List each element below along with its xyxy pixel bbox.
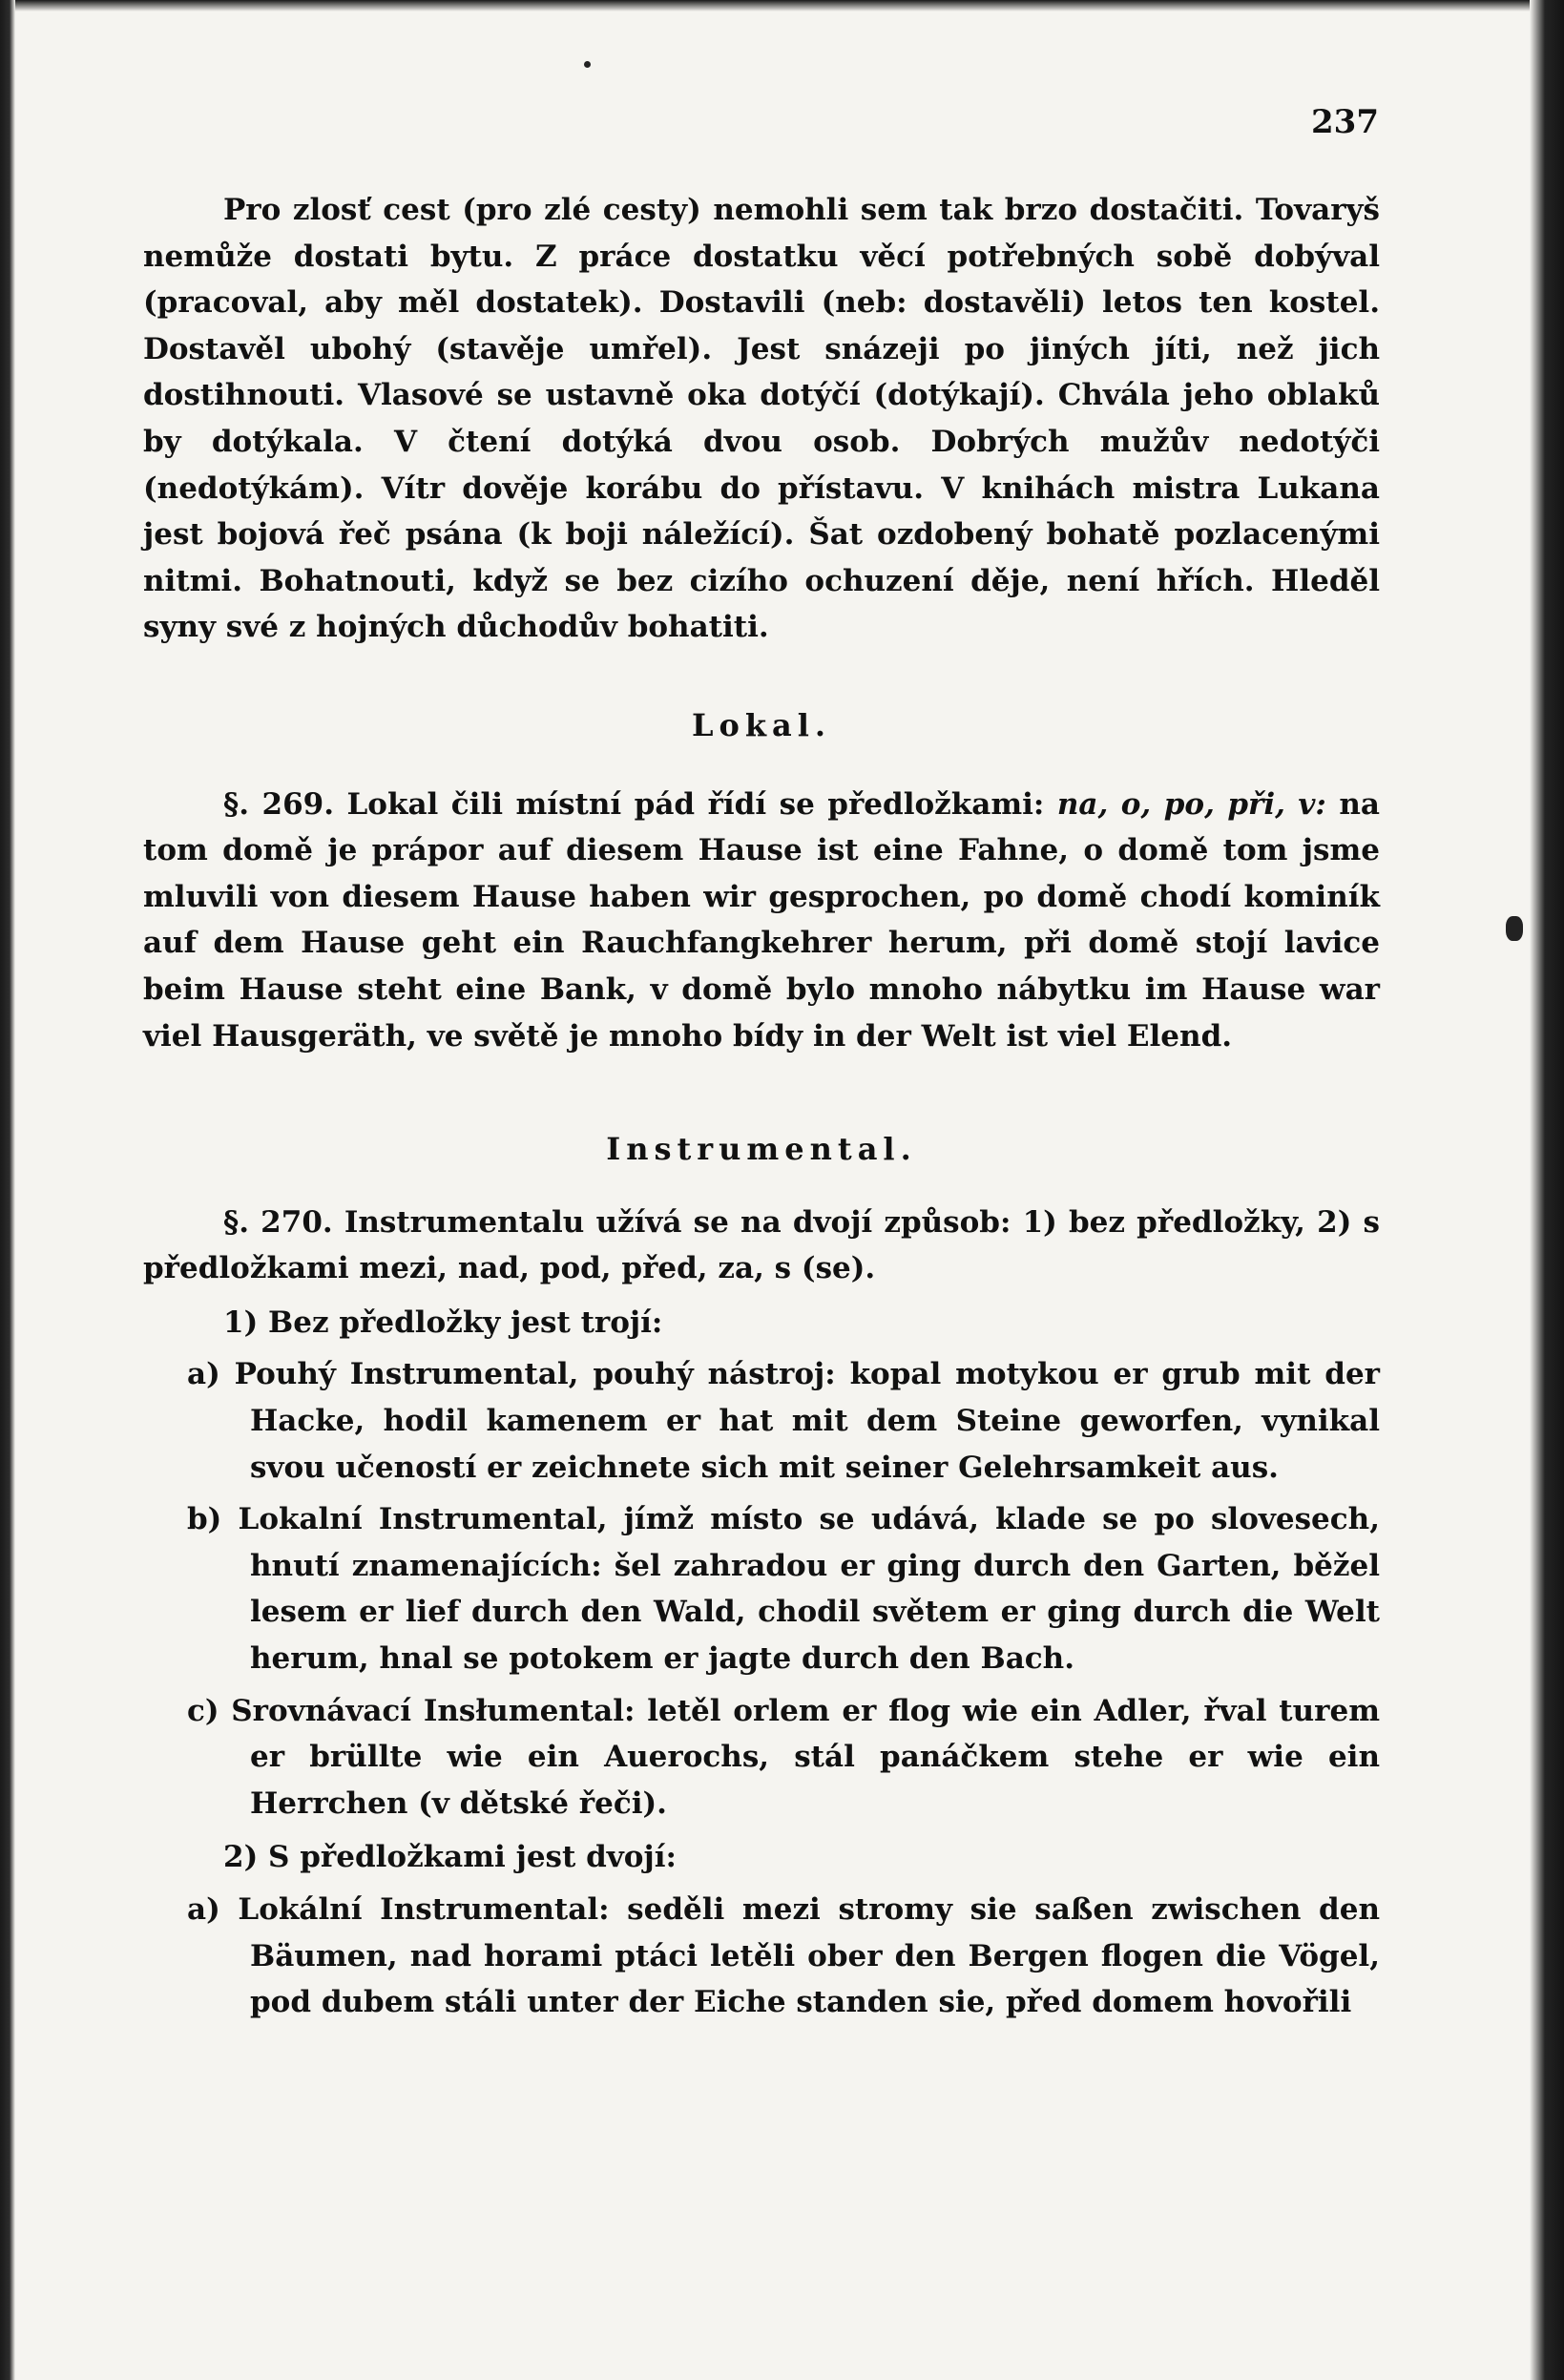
scan-edge-right xyxy=(1530,0,1564,2380)
scan-edge-top xyxy=(0,0,1564,11)
list-marker: a) xyxy=(187,1892,220,1927)
ink-blot xyxy=(1506,916,1523,941)
list-marker: c) xyxy=(187,1693,219,1728)
list-item-pure-instrumental xyxy=(143,1351,1380,1491)
scan-edge-left xyxy=(0,0,15,2380)
list-item-text: Lokalní Instrumental, jímž místo se udává, klade se po slovesech, hnutí znamenajících: šel zahradou er ging durch den Garten, běžel lesem er lief durch den Wald, chodil světem er ging durch die Welt herum, hnal se potokem er jagte durch den Bach. xyxy=(238,1502,1380,1677)
section-heading-lokal: Lokal. xyxy=(691,706,832,743)
paragraph-270: §. 270. Instrumentalu užívá se na dvojí způsob: 1) bez předložky, 2) s předložkami mezi, nad, pod, před, za, s (se). xyxy=(143,1204,1380,1286)
list-item-local-instrumental xyxy=(143,1496,1380,1681)
list-item-comparative-instrumental xyxy=(143,1688,1380,1827)
paragraph-examples: Pro zlosť cest (pro zlé cesty) nemohli sem tak brzo dostačiti. Tovaryš nemůže dostati bytu. Z práce dostatku věcí potřebných sobě dobýval (pracoval, aby měl dostatek). Dostavili (neb: dostavěli) letos ten kostel. Dostavěl ubohý (stavěje umřel). Jest snázeji po jiných jíti, než jich dostihnouti. Vlasové se ustavně oka dotýčí (dotýkají). Chvála jeho oblaků by dotýkala. V čtení dotýká dvou osob. Dobrých mužův nedotýči (nedotýkám). Vítr dověje korábu do přístavu. V knihách mistra Lukana jest bojová řeč psána (k boji náležící). Šat ozdobený bohatě pozlacenými nitmi. Bohatnouti, když se bez cizího ochuzení děje, není hřích. Hleděl syny své z hojných důchodův bohatiti. xyxy=(143,193,1380,645)
list-item-text: Srovnávací Insłumental: letěl orlem er flog wie ein Adler, řval turem er brüllte wie ein Auerochs, stál panáčkem stehe er wie ein Herrchen (v dětské řeči). xyxy=(231,1693,1380,1821)
list-item-text: Pouhý Instrumental, pouhý nástroj: kopal motykou er grub mit der Hacke, hodil kamenem er hat mit dem Steine geworfen, vynikal svou učeností er zeichnete sich mit seiner Gelehrsamkeit aus. xyxy=(234,1357,1380,1485)
page-body xyxy=(143,187,1380,2026)
page-number: 237 xyxy=(1311,103,1379,141)
subsection-without-preposition: 1) Bez předložky jest trojí: xyxy=(223,1305,663,1340)
paragraph-269-prepositions: na, o, po, při, v: xyxy=(1056,786,1326,822)
ink-speck xyxy=(584,61,591,68)
paragraph-269-examples: na tom domě je prápor auf diesem Hause ist eine Fahne, o domě tom jsme mluvili von diesem Hause haben wir gesprochen, po domě chodí kominík auf dem Hause geht ein Rauchfangkehrer herum, při domě stojí lavice beim Hause steht eine Bank, v domě bylo mnoho nábytku im Hause war viel Hausgeräth, ve světě je mnoho bídy in der Welt ist viel Elend. xyxy=(143,786,1380,1054)
list-item-local-instrumental-prepositions xyxy=(143,1887,1380,2026)
list-marker: b) xyxy=(187,1502,222,1537)
list-item-text: Lokální Instrumental: seděli mezi stromy sie saßen zwischen den Bäumen, nad horami ptáci letěli ober den Bergen flogen die Vögel, pod dubem stáli unter der Eiche standen sie, před domem hovořili xyxy=(238,1892,1380,2020)
section-heading-instrumental: Instrumental. xyxy=(606,1131,917,1168)
paragraph-269-start: §. 269. Lokal čili místní pád řídí se předložkami: xyxy=(223,786,1045,822)
list-marker: a) xyxy=(187,1357,220,1392)
paragraph-269 xyxy=(143,782,1380,1060)
subsection-with-preposition: 2) S předložkami jest dvojí: xyxy=(223,1840,677,1875)
